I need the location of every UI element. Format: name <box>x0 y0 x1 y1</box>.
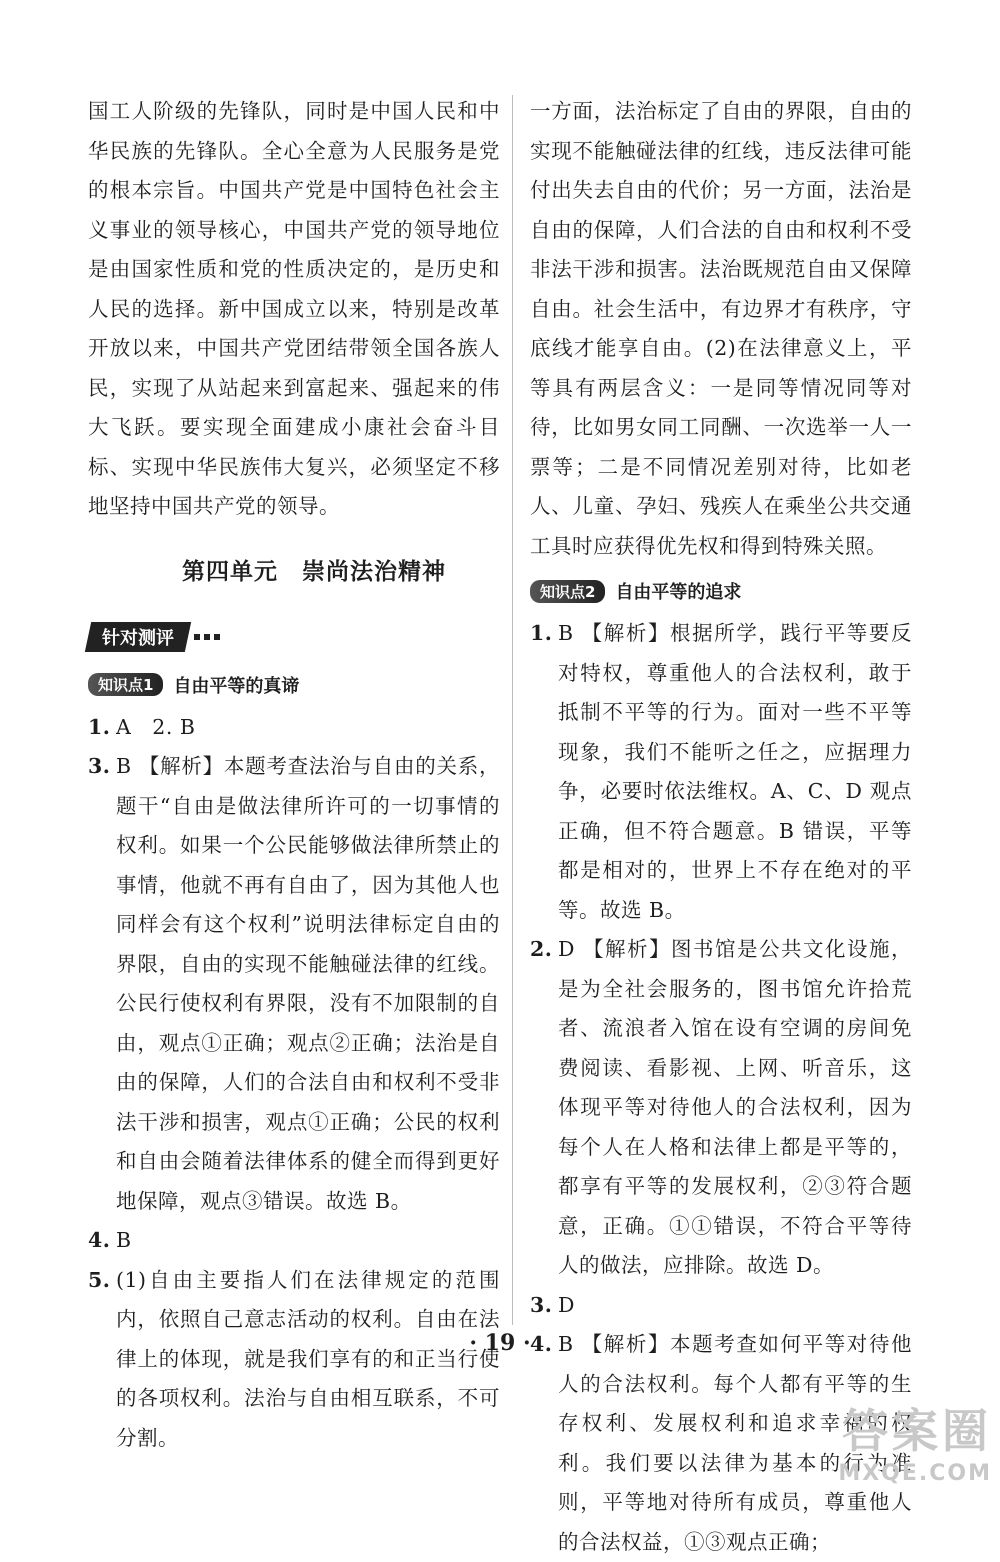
answer-number: 4. <box>88 1228 111 1252</box>
answer-text: B 【解析】根据所学，践行平等要反对特权，尊重他人的合法权利，敢于抵制不平等的行为。面对一些不平等现象，我们不能听之任之，应据理力争，必要时依法维权。A、C、D 观点正确，但不符合题意。B 错误，平等都是相对的，世界上不存在绝对的平等。故选 B。 <box>558 621 912 922</box>
answer-number: 5. <box>88 1267 111 1292</box>
answer-text: B <box>116 1228 132 1252</box>
answer-number: 1. <box>88 714 111 739</box>
answer-number: 3. <box>530 1292 553 1317</box>
answer-item <box>88 1221 500 1261</box>
watermark-logo <box>838 1395 992 1486</box>
answer-text: B 【解析】本题考查如何平等对待他人的合法权利。每个人都有平等的生存权利、发展权利和追求幸福的权利。我们要以法律为基本的行为准则，平等地对待所有成员，尊重他人的合法权益，①③观点正确； <box>558 1332 912 1554</box>
left-intro-paragraph: 国工人阶级的先锋队，同时是中国人民和中华民族的先锋队。全心全意为人民服务是党的根本宗旨。中国共产党是中国特色社会主义事业的领导核心，中国共产党的领导地位是由国家性质和党的性质决定的，是历史和人民的选择。新中国成立以来，特别是改革开放以来，中国共产党团结带领全国各族人民，实现了从站起来到富起来、强起来的伟大飞跃。要实现全面建成小康社会奋斗目标、实现中华民族伟大复兴，必须坚定不移地坚持中国共产党的领导。 <box>88 99 500 518</box>
page-number: · 19 · <box>469 1330 531 1356</box>
left-column <box>88 92 500 1458</box>
knowledge-point-title: 自由平等的追求 <box>615 582 742 603</box>
answer-number: 3. <box>88 754 111 778</box>
section-banner <box>88 622 500 652</box>
knowledge-point-tag: 知识点2 <box>530 580 605 603</box>
unit-title: 第四单元 崇尚法治精神 <box>182 557 446 585</box>
column-divider <box>512 95 513 1325</box>
banner-arrow-icon <box>194 634 224 640</box>
answer-item <box>88 708 500 748</box>
answer-number: 4. <box>530 1332 553 1356</box>
answer-item <box>530 1286 912 1326</box>
answer-text: A 2. B <box>116 714 196 739</box>
answer-text: D 【解析】图书馆是公共文化设施，是为全社会服务的，图书馆允许拾荒者、流浪者入馆在设有空调的房间免费阅读、看影视、上网、听音乐，这体现平等对待他人的合法权利，因为每个人在人格和法律上都是平等的，都享有平等的发展权利，②③符合题意，正确。①①错误，不符合平等待人的做法，应排除。故选 D。 <box>558 937 912 1277</box>
answer-item <box>530 930 912 1286</box>
answer-text: B 【解析】本题考查法治与自由的关系，题干“自由是做法律所许可的一切事情的权利。如果一个公民能够做法律所禁止的事情，他就不再有自由了，因为其他人也同样会有这个权利”说明法律标定自由的界限，自由的实现不能触碰法律的红线。公民行使权利有界限，没有不加限制的自由，观点①正确；观点②正确；法治是自由的保障，人们的合法自由和权利不受非法干涉和损害，观点①正确；公民的权利和自由会随着法律体系的健全而得到更好地保障，观点③错误。故选 B。 <box>116 754 500 1213</box>
watermark-url: MXQE.COM <box>838 1461 992 1486</box>
answer-text: (1)自由主要指人们在法律规定的范围内，依照自己意志活动的权利。自由在法律上的体现，就是我们享有的和正当行使的各项权利。法治与自由相互联系，不可分割。 <box>116 1267 500 1450</box>
answer-item <box>530 614 912 930</box>
right-intro-paragraph: 一方面，法治标定了自由的界限，自由的实现不能触碰法律的红线，违反法律可能付出失去自由的代价；另一方面，法治是自由的保障，人们合法的自由和权利不受非法干涉和损害。法治既规范自由又保障自由。社会生活中，有边界才有秩序，守底线才能享自由。(2)在法律意义上，平等具有两层含义：一是同等情况同等对待，比如男女同工同酬、一次选举一人一票等；二是不同情况差别对待，比如老人、儿童、孕妇、残疾人在乘坐公共交通工具时应获得优先权和得到特殊关照。 <box>530 99 912 558</box>
answer-item <box>88 747 500 1221</box>
knowledge-point-heading <box>88 672 500 698</box>
answer-item <box>88 1261 500 1459</box>
section-banner-label: 针对测评 <box>102 627 174 649</box>
answer-number: 1. <box>530 621 553 645</box>
watermark-title: 答案圈 <box>842 1404 992 1458</box>
knowledge-point-tag: 知识点1 <box>88 673 163 696</box>
answer-text: D <box>558 1292 575 1317</box>
answer-number: 2. <box>530 937 553 961</box>
knowledge-point-title: 自由平等的真谛 <box>173 675 300 697</box>
knowledge-point-heading <box>530 578 912 604</box>
